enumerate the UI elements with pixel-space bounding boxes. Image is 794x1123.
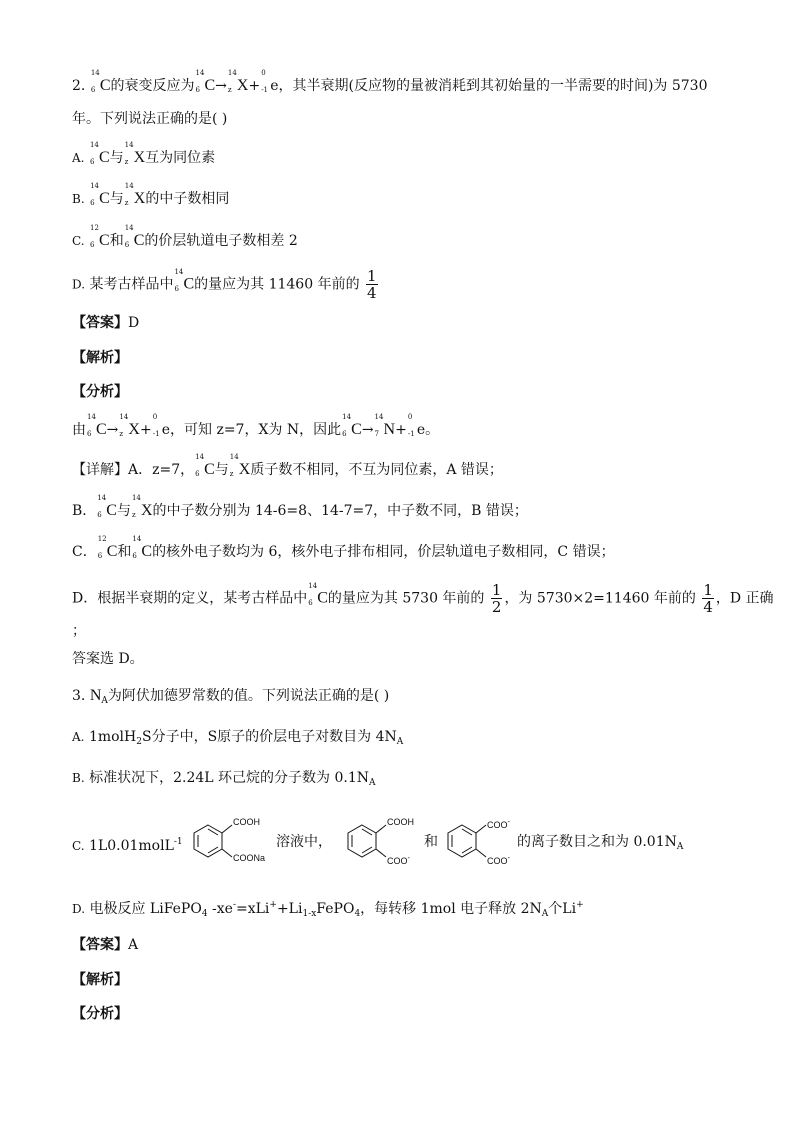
- detail-line-c: C． 12 6 C和 14 6 C的核外电子数均为 6，核外电子排布相同，价层轨道电子数相同，C 错误；: [72, 535, 615, 560]
- analysis-heading: 【解析】: [72, 350, 128, 366]
- fraction-one-half: $\frac{1}{2}$: [491, 581, 502, 616]
- nuclide-x14: 14 z: [227, 69, 237, 94]
- q2-stem-line1: 2. 14 6 C的衰变反应为 14 6 C→ 14 z X+ 0 -1 e，其半衰期(反应物的量被消耗到其初始量的一半需要的时间)为 5730: [72, 69, 708, 94]
- q3-option-c-tail: 的离子数目之和为 $0.01N_A$: [517, 834, 684, 852]
- q3-option-c-mid: 溶液中，: [276, 834, 332, 850]
- q3-stem: 3. $N_A$为阿伏加德罗常数的值。下列说法正确的是( ): [72, 687, 390, 706]
- q3-answer-line: 【答案】A: [72, 937, 139, 953]
- q2-option-d: D. 某考古样品中 14 6 C的量应为其 11460 年前的 $\frac{1}{4}$: [72, 267, 377, 302]
- q3-option-c-and: 和: [424, 834, 438, 850]
- electron-symbol: 0 -1: [261, 69, 269, 94]
- molecule-phthalate-ion: COO- COO-: [440, 817, 522, 875]
- detail-line-a: 【详解】A．z=7， 14 6 C与 14 z X质子数不相同，不互为同位素，A 错误；: [72, 453, 503, 478]
- detail-line-b: B． 14 6 C与 14 z X的中子数分别为 14-6=8、14-7=7，中子数不同，B 错误；: [72, 494, 528, 519]
- q3-option-b: B. 标准状况下，2.24L 环己烷的分子数为 $0.1N_A$: [72, 770, 376, 788]
- molecule-hydrogen-phthalate-ion: COOH COO-: [340, 817, 422, 875]
- q3-option-d: D. 电极反应 LiFePO$_4$ $-xe^-=xLi^++Li_{1-x}FePO_4$，每转移 1mol 电子释放 $2N_A$个Li+: [72, 900, 584, 919]
- q3-analysis-heading: 【解析】: [72, 972, 128, 988]
- question-number: 2.: [72, 78, 86, 94]
- answer-line: 【答案】D: [72, 315, 140, 331]
- conclusion-line: 答案选 D。: [72, 651, 144, 667]
- q3-option-a: A. 1molH$_2$S分子中，S原子的价层电子对数目为 $4N_A$: [72, 729, 404, 747]
- q2-option-b: B. 14 6 C与 14 z X的中子数相同: [72, 182, 230, 207]
- fraction-one-quarter: $\frac{1}{4}$: [703, 581, 713, 616]
- q2-option-a: A. 14 6 C与 14 z X互为同位素: [72, 141, 216, 166]
- detail-line-d-wrap: ；: [72, 623, 86, 639]
- nuclide-c14: 14 6: [90, 69, 100, 94]
- q3-option-c-label: C. 1L0.01molL$^{-1}$: [72, 837, 183, 854]
- q2-option-c: C. 12 6 C和 14 6 C的价层轨道电子数相差 2: [72, 224, 298, 249]
- q2-stem-line2: 年。下列说法正确的是( ): [72, 111, 228, 127]
- nuclide-c14: 14 6: [195, 69, 205, 94]
- analysis-line: 由 14 6 C→ 14 z X+ 0 -1 e，可知 z=7，X为 N，因此 14 6 C→ 14 7 N+ 0 -1 e。: [72, 413, 440, 438]
- molecule-sodium-hydrogen-phthalate: COOH COONa: [186, 817, 276, 875]
- analysis-subheading: 【分析】: [72, 384, 128, 400]
- q3-analysis-subheading: 【分析】: [72, 1006, 128, 1022]
- fraction-one-quarter: $\frac{1}{4}$: [367, 267, 377, 302]
- detail-line-d: D．根据半衰期的定义，某考古样品中 14 6 C的量应为其 5730 年前的 $\frac{1}{2}$ ，为 5730×2=11460 年前的 $\frac{1}{4}$ ，D 正确: [72, 581, 774, 616]
